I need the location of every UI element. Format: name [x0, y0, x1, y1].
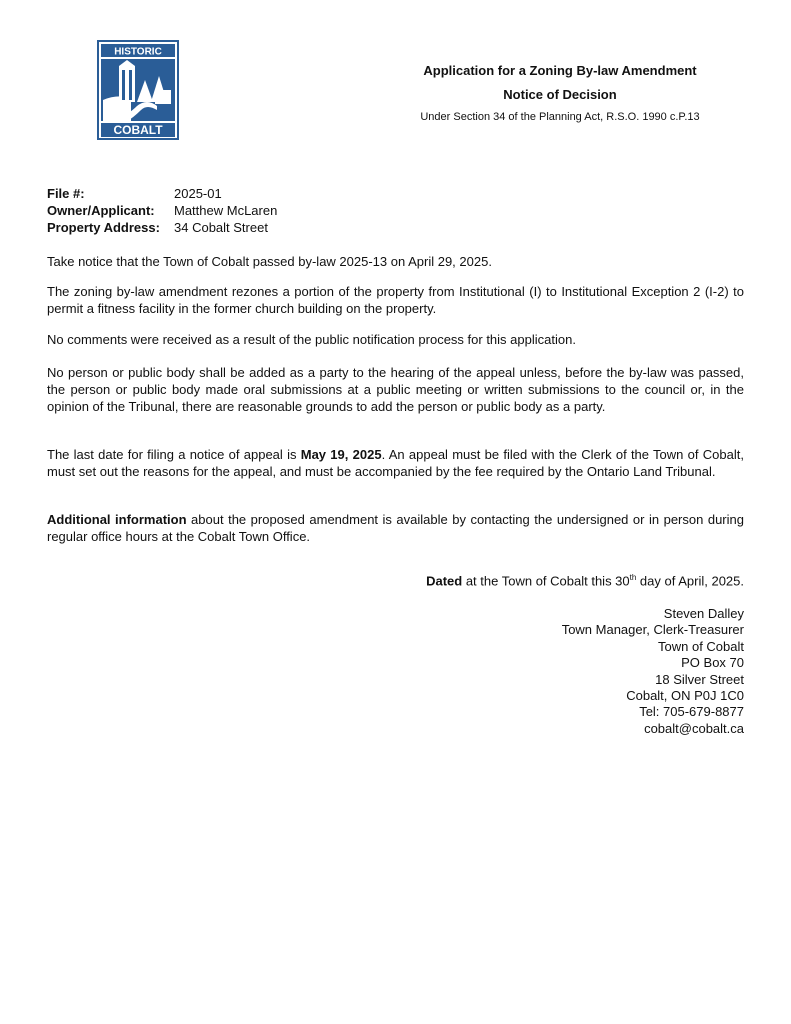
appeal-deadline-text-after: . An appeal must be filed with the Clerk of the Town of Cobalt, must set out the reasons for the appeal, and must be accompanied by the fee required by the Ontario Land Tribunal.	[47, 447, 744, 479]
dated-bold: Dated	[426, 573, 463, 589]
signatory-po-box: PO Box 70	[681, 655, 744, 671]
document-title: Application for a Zoning By-law Amendment	[423, 63, 697, 78]
additional-information-bold: Additional information	[47, 512, 187, 527]
historic-cobalt-logo	[97, 40, 179, 140]
additional-information-text: about the proposed amendment is available by contacting the undersigned or in person during regular office hours at the Cobalt Town Office.	[47, 512, 744, 544]
legislative-reference: Under Section 34 of the Planning Act, R.S.O. 1990 c.P.13	[420, 111, 700, 123]
dated-ordinal: th	[629, 573, 637, 582]
signature-block	[562, 606, 744, 737]
signatory-city-postal: Cobalt, ON P0J 1C0	[626, 688, 744, 704]
signatory-name: Steven Dalley	[663, 606, 744, 621]
appeal-deadline-date: May 19, 2025	[300, 447, 382, 462]
dated-line	[426, 573, 744, 588]
comments-paragraph: No comments were received as a result of the public notification process for this application.	[47, 332, 576, 347]
appeal-deadline-text-before: The last date for filing a notice of appeal is	[47, 447, 301, 462]
logo-top-text: HISTORIC	[114, 46, 162, 58]
logo-bottom-text: COBALT	[113, 123, 163, 137]
owner-applicant-label: Owner/Applicant:	[47, 203, 155, 218]
property-address-label: Property Address:	[47, 220, 160, 235]
document-subtitle: Notice of Decision	[503, 87, 617, 102]
appeal-deadline-paragraph	[47, 446, 744, 480]
signatory-organization: Town of Cobalt	[658, 638, 744, 654]
signatory-phone: Tel: 705-679-8877	[639, 704, 744, 720]
amendment-description-paragraph: The zoning by-law amendment rezones a portion of the property from Institutional (I) to Institutional Exception 2 (I-2) to permit a fitness facility in the former church building on the property.	[47, 284, 744, 316]
dated-text: at the Town of Cobalt this 30	[462, 573, 630, 589]
property-address-value: 34 Cobalt Street	[174, 220, 268, 235]
bylaw-passed-paragraph: Take notice that the Town of Cobalt passed by-law 2025-13 on April 29, 2025.	[47, 254, 492, 269]
appeal-party-paragraph: No person or public body shall be added as a party to the hearing of the appeal unless, before the by-law was passed, the person or public body made oral submissions at a public meeting or written submissions to the council or, in the opinion of the Tribunal, there are reasonable grounds to add the person or public body as a party.	[47, 365, 744, 414]
owner-applicant-value: Matthew McLaren	[174, 203, 278, 218]
file-number-value: 2025-01	[174, 186, 222, 201]
file-number-label: File #:	[47, 186, 85, 201]
additional-information-paragraph	[47, 511, 744, 545]
signatory-street: 18 Silver Street	[655, 671, 744, 687]
signatory-email[interactable]: cobalt@cobalt.ca	[644, 720, 744, 736]
dated-rest: day of April, 2025.	[636, 573, 744, 589]
signatory-title: Town Manager, Clerk-Treasurer	[561, 622, 744, 638]
